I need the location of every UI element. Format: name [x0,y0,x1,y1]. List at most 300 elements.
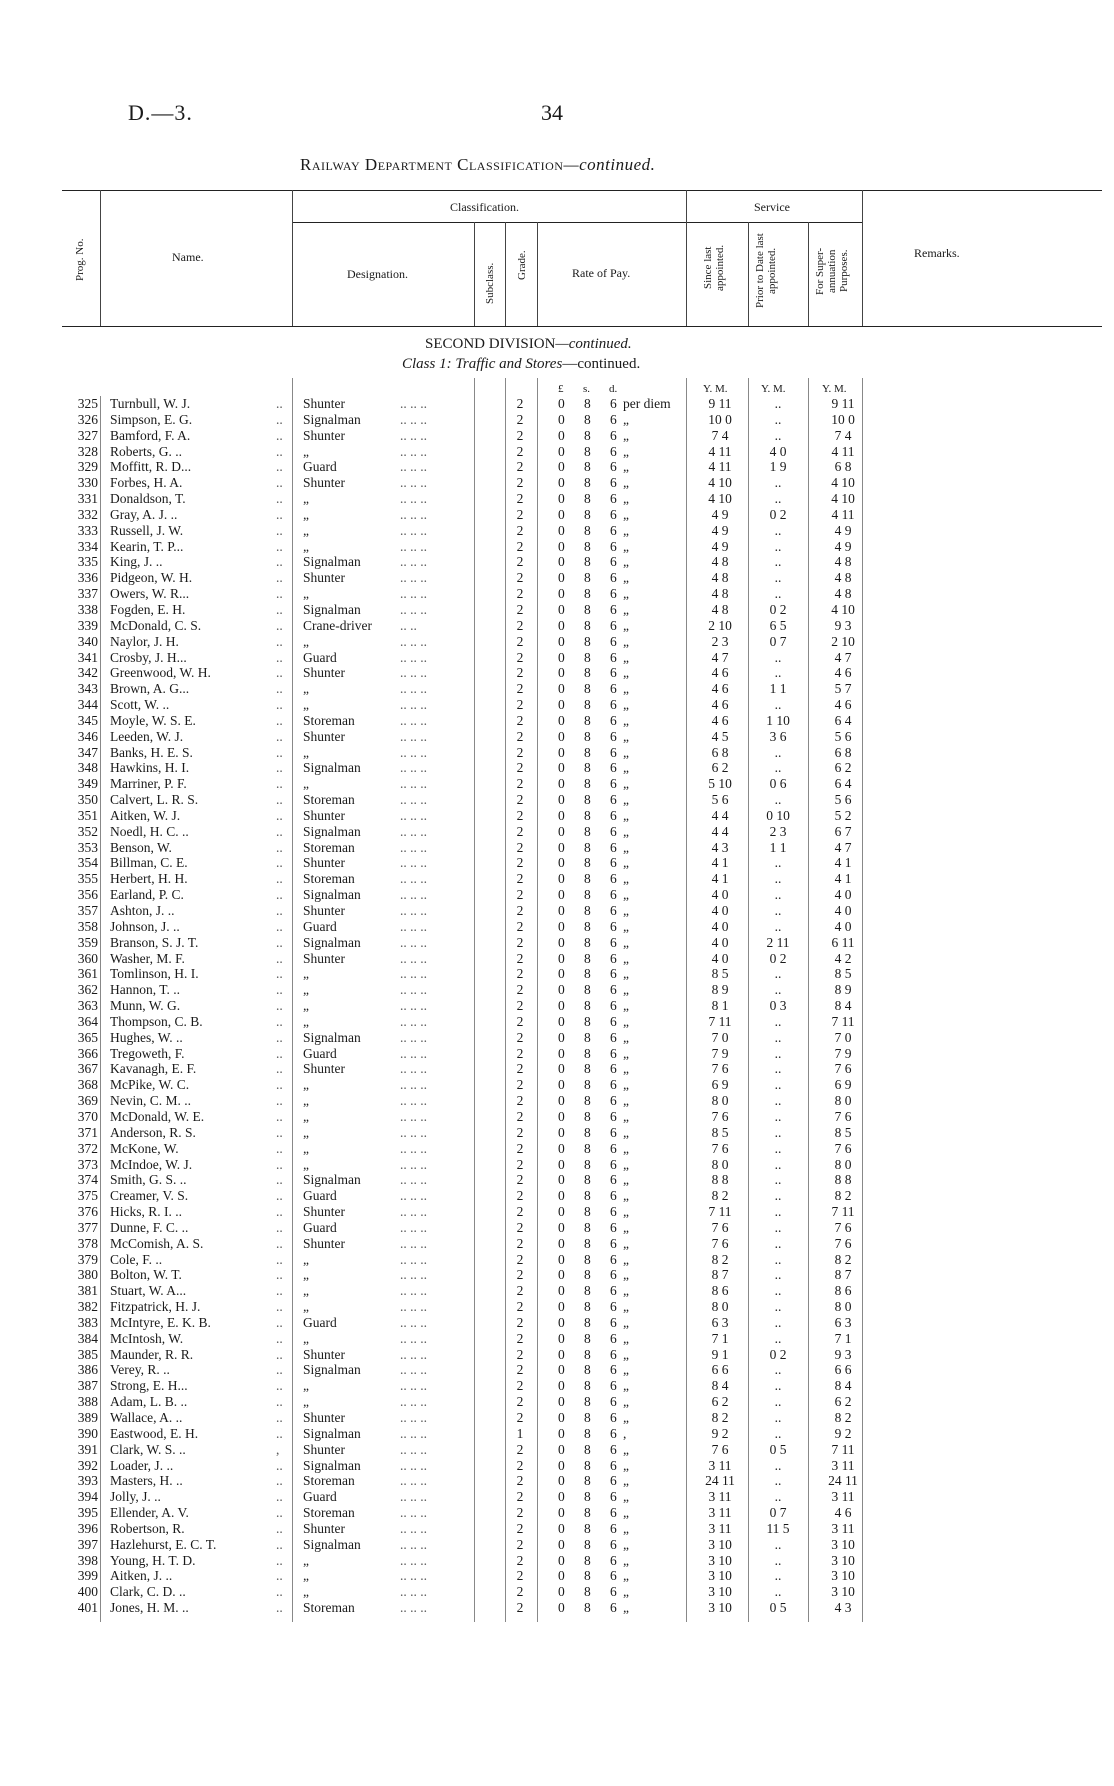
pay-pounds: 0 [558,1219,565,1235]
pay-shillings: 8 [584,1299,591,1315]
pay-period: „ [623,1473,629,1489]
pay-shillings: 8 [584,1283,591,1299]
pay-period: „ [623,1441,629,1457]
service-superannuation: 7 6 [834,1061,852,1077]
employee-name: Branson, S. J. T. [110,934,199,950]
pay-pounds: 0 [558,522,565,538]
table-row [0,745,1114,761]
grade: 2 [516,1188,524,1204]
table-row [0,1442,1114,1458]
service-superannuation: 9 3 [834,617,852,633]
service-prior: .. [774,1267,782,1283]
leader-dots: .. .. .. [400,1267,427,1283]
grade: 2 [516,1441,524,1457]
service-superannuation: 4 7 [834,649,852,665]
employee-name: Bamford, F. A. [110,427,191,443]
employee-name: Tregoweth, F. [110,1045,185,1061]
pay-period: „ [623,1362,629,1378]
employee-name: McComish, A. S. [110,1235,204,1251]
leader-dots: .. [276,934,283,950]
prog-no: 381 [77,1283,98,1299]
pay-pounds: 0 [558,776,565,792]
prog-no: 369 [77,1093,98,1109]
employee-name: Scott, W. .. [110,697,170,713]
pay-period: „ [623,1235,629,1251]
pay-shillings: 8 [584,1362,591,1378]
prog-no: 367 [77,1061,98,1077]
employee-name: Bolton, W. T. [110,1267,182,1283]
prog-no: 361 [77,966,98,982]
pay-pounds: 0 [558,1410,565,1425]
service-superannuation: 4 0 [834,918,852,934]
employee-name: Strong, E. H... [110,1378,188,1394]
pay-period: „ [623,807,629,823]
prog-no: 397 [77,1536,98,1552]
service-prior: .. [774,982,782,998]
pay-period: „ [623,570,629,586]
service-superannuation: 7 4 [834,427,852,443]
pay-pounds: 0 [558,712,565,728]
leader-dots: .. [276,1108,283,1124]
table-row [0,1061,1114,1077]
table-row [0,1220,1114,1236]
pay-pounds: 0 [558,411,565,427]
pay-period: „ [623,427,629,443]
table-row [0,459,1114,475]
leader-dots: .. [276,855,283,871]
prog-no: 386 [77,1362,98,1378]
service-prior: 2 11 [766,934,790,950]
leader-dots: .. [276,1425,283,1441]
employee-name: Fitzpatrick, H. J. [110,1299,201,1315]
pay-pence: 6 [610,966,617,982]
grade: 2 [516,1251,524,1267]
leader-dots: .. [276,1600,283,1616]
pay-pounds: 0 [558,1235,565,1251]
prog-no: 392 [77,1457,98,1473]
service-prior: .. [774,1299,782,1315]
pay-pence: 6 [610,998,617,1014]
leader-dots: .. [276,411,283,427]
prog-no: 334 [77,538,98,554]
service-prior: .. [774,396,782,411]
service-superannuation: 7 6 [834,1219,852,1235]
pay-period: „ [623,950,629,966]
designation: „ [303,506,309,522]
prog-no: 327 [77,427,98,443]
service-prior: .. [774,792,782,808]
grade: 2 [516,1536,524,1552]
division-name: SECOND DIVISION [425,336,556,352]
employee-name: Naylor, J. H. [110,633,179,649]
pay-shillings: 8 [584,792,591,808]
pay-shillings: 8 [584,982,591,998]
leader-dots: .. .. .. [400,712,427,728]
employee-name: Banks, H. E. S. [110,744,193,760]
pay-shillings: 8 [584,1108,591,1124]
employee-name: Moffitt, R. D... [110,459,192,475]
pay-period: „ [623,1457,629,1473]
pay-pounds: 0 [558,1505,565,1521]
pay-pence: 6 [610,1140,617,1156]
pay-shillings: 8 [584,1552,591,1568]
service-superannuation: 6 8 [834,459,852,475]
leader-dots: .. .. .. [400,1029,427,1045]
pay-shillings: 8 [584,1077,591,1093]
designation: Shunter [303,807,345,823]
pay-shillings: 8 [584,1600,591,1616]
grade: 2 [516,1410,524,1425]
table-row [0,650,1114,666]
pay-period: „ [623,1013,629,1029]
pay-shillings: 8 [584,1124,591,1140]
prog-no: 394 [77,1489,98,1505]
service-since-last: 3 10 [708,1600,732,1616]
service-prior: .. [774,1077,782,1093]
division-title [425,336,632,353]
service-since-last: 4 6 [711,697,729,713]
pay-pounds: 0 [558,396,565,411]
pay-shillings: 8 [584,1330,591,1346]
designation: Storeman [303,1600,355,1616]
grade: 2 [516,1489,524,1505]
table-row [0,713,1114,729]
service-superannuation: 3 11 [831,1520,855,1536]
table-row [0,1505,1114,1521]
pay-pence: 6 [610,728,617,744]
leader-dots: .. [276,760,283,776]
pay-pence: 6 [610,903,617,918]
table-row [0,729,1114,745]
service-prior: .. [774,1029,782,1045]
leader-dots: .. .. .. [400,1283,427,1299]
service-prior: .. [774,1235,782,1251]
grade: 2 [516,1520,524,1536]
grade: 2 [516,554,524,570]
service-superannuation: 6 8 [834,744,852,760]
pay-period: „ [623,1505,629,1521]
service-prior: .. [774,1124,782,1140]
designation: „ [303,1267,309,1283]
leader-dots: .. [276,1124,283,1140]
designation: Shunter [303,1441,345,1457]
grade: 2 [516,1013,524,1029]
service-superannuation: 4 10 [831,491,855,507]
employee-name: Aitken, J. .. [110,1568,173,1584]
service-superannuation: 9 3 [834,1346,852,1362]
pay-pence: 6 [610,1061,617,1077]
designation: „ [303,1077,309,1093]
service-prior: 0 7 [769,1505,787,1521]
leader-dots: .. .. .. [400,1520,427,1536]
since-unit: Y. M. [703,383,728,395]
pay-period: „ [623,1520,629,1536]
service-superannuation: 4 6 [834,697,852,713]
prog-no: 389 [77,1410,98,1425]
service-since-last: 7 6 [711,1235,729,1251]
prog-no: 382 [77,1299,98,1315]
designation: Storeman [303,1505,355,1521]
pay-shillings: 8 [584,1314,591,1330]
pay-shillings: 8 [584,443,591,459]
leader-dots: .. [276,950,283,966]
leader-dots: .. [276,538,283,554]
service-since-last: 4 0 [711,934,729,950]
leader-dots: .. .. .. [400,443,427,459]
service-prior: .. [774,918,782,934]
pay-pence: 6 [610,522,617,538]
leader-dots: .. [276,522,283,538]
service-prior: .. [774,697,782,713]
pay-period: „ [623,1410,629,1425]
grade: 2 [516,1140,524,1156]
prog-no: 328 [77,443,98,459]
service-prior: 6 5 [769,617,787,633]
pay-shillings: 8 [584,744,591,760]
service-superannuation: 9 11 [831,396,855,411]
pay-period: „ [623,998,629,1014]
leader-dots: .. [276,966,283,982]
division-continued: —continued. [555,336,632,352]
prog-no: 379 [77,1251,98,1267]
pay-pence: 6 [610,396,617,411]
service-prior: .. [774,538,782,554]
grade: 2 [516,855,524,871]
leader-dots: .. [276,1219,283,1235]
table-row [0,760,1114,776]
pay-pence: 6 [610,554,617,570]
pay-shillings: 8 [584,1093,591,1109]
pay-period: „ [623,633,629,649]
service-superannuation: 6 4 [834,712,852,728]
service-prior: 0 5 [769,1441,787,1457]
grade: 2 [516,1314,524,1330]
pay-pence: 6 [610,1536,617,1552]
pay-pounds: 0 [558,1188,565,1204]
designation: „ [303,1299,309,1315]
pay-period: „ [623,887,629,903]
leader-dots: .. [276,1457,283,1473]
leader-dots: .. .. .. [400,887,427,903]
pay-pence: 6 [610,1188,617,1204]
pay-pounds: 0 [558,427,565,443]
service-superannuation: 8 0 [834,1093,852,1109]
leader-dots: .. .. .. [400,1378,427,1394]
pay-period: „ [623,1283,629,1299]
service-since-last: 4 9 [711,506,729,522]
table-row [0,855,1114,871]
service-superannuation: 6 2 [834,760,852,776]
leader-dots: .. [276,1029,283,1045]
employee-name: Herbert, H. H. [110,871,188,887]
service-superannuation: 4 10 [831,601,855,617]
prog-no: 345 [77,712,98,728]
pay-period: „ [623,760,629,776]
pay-pence: 6 [610,633,617,649]
leader-dots: .. [276,649,283,665]
leader-dots: .. .. .. [400,1330,427,1346]
pay-shillings: 8 [584,839,591,855]
rule-service-1 [748,222,749,326]
prog-no: 338 [77,601,98,617]
service-prior: .. [774,1425,782,1441]
table-row [0,871,1114,887]
designation: Shunter [303,1235,345,1251]
grade: 2 [516,1204,524,1220]
pay-pence: 6 [610,1600,617,1616]
prog-no: 393 [77,1473,98,1489]
designation: „ [303,1124,309,1140]
employee-name: King, J. .. [110,554,163,570]
employee-name: Benson, W. [110,839,172,855]
leader-dots: .. .. .. [400,1536,427,1552]
designation: „ [303,776,309,792]
employee-name: Tomlinson, H. I. [110,966,199,982]
leader-dots: .. [276,475,283,491]
pay-pounds: 0 [558,1394,565,1410]
service-superannuation: 8 7 [834,1267,852,1283]
table-row [0,1030,1114,1046]
service-prior: .. [774,491,782,507]
pay-pence: 6 [610,807,617,823]
pay-pounds: 0 [558,1156,565,1172]
employee-name: McDonald, W. E. [110,1108,205,1124]
leader-dots: .. .. .. [400,1600,427,1616]
service-prior: 1 1 [769,681,787,697]
pay-period: „ [623,1124,629,1140]
pay-pence: 6 [610,792,617,808]
table-row [0,1141,1114,1157]
service-superannuation: 5 6 [834,792,852,808]
service-prior: 1 9 [769,459,787,475]
pay-pence: 6 [610,934,617,950]
grade: 2 [516,475,524,491]
leader-dots: .. [276,1235,283,1251]
service-since-last: 4 0 [711,903,729,918]
pay-pence: 6 [610,1013,617,1029]
table-row [0,998,1114,1014]
service-since-last: 4 8 [711,601,729,617]
pay-period: „ [623,918,629,934]
grade: 2 [516,823,524,839]
service-superannuation: 8 2 [834,1410,852,1425]
pay-pounds: 0 [558,1346,565,1362]
leader-dots: .. [276,807,283,823]
designation: Signalman [303,1425,361,1441]
pay-period: „ [623,1188,629,1204]
table-row [0,1362,1114,1378]
leader-dots: .. .. .. [400,411,427,427]
pay-period: „ [623,1330,629,1346]
grade: 2 [516,998,524,1014]
table-row [0,681,1114,697]
service-superannuation: 4 0 [834,903,852,918]
pay-pounds: 0 [558,633,565,649]
grade: 2 [516,697,524,713]
service-superannuation: 4 10 [831,475,855,491]
leader-dots: .. [276,396,283,411]
leader-dots: .. .. .. [400,934,427,950]
service-prior: .. [774,887,782,903]
table-row [0,1299,1114,1315]
pay-pounds: 0 [558,649,565,665]
service-since-last: 2 10 [708,617,732,633]
employee-name: Roberts, G. .. [110,443,182,459]
leader-dots: .. .. .. [400,538,427,554]
service-superannuation: 7 11 [831,1441,855,1457]
pay-pounds: 0 [558,1457,565,1473]
pay-pounds: 0 [558,1362,565,1378]
leader-dots: .. [276,1552,283,1568]
table-row [0,840,1114,856]
service-since-last: 7 6 [711,1441,729,1457]
pay-shillings: 8 [584,1045,591,1061]
pay-period: „ [623,522,629,538]
leader-dots: .. [276,982,283,998]
service-since-last: 7 4 [711,427,729,443]
leader-dots: .. .. .. [400,1108,427,1124]
leader-dots: .. .. .. [400,760,427,776]
pay-pence: 6 [610,1441,617,1457]
service-superannuation: 7 6 [834,1108,852,1124]
pay-period: „ [623,982,629,998]
prog-no: 390 [77,1425,98,1441]
designation: Crane-driver [303,617,372,633]
service-since-last: 3 11 [708,1489,732,1505]
service-since-last: 8 9 [711,982,729,998]
prog-no: 352 [77,823,98,839]
table-row [0,808,1114,824]
class-label: Class 1: [402,356,452,372]
employee-name: Loader, J. .. [110,1457,174,1473]
service-since-last: 9 11 [708,396,732,411]
pay-pence: 6 [610,712,617,728]
designation: Shunter [303,1204,345,1220]
prog-no: 349 [77,776,98,792]
prog-no: 325 [77,396,98,411]
leader-dots: .. [276,903,283,918]
employee-name: Dunne, F. C. .. [110,1219,189,1235]
service-superannuation: 8 4 [834,1378,852,1394]
pay-shillings: 8 [584,617,591,633]
leader-dots: .. .. .. [400,1124,427,1140]
designation: Storeman [303,1473,355,1489]
table-row [0,1172,1114,1188]
leader-dots: .. .. .. [400,601,427,617]
table-row [0,1458,1114,1474]
pay-pounds: 0 [558,506,565,522]
service-since-last: 7 11 [708,1013,732,1029]
service-superannuation: 7 6 [834,1140,852,1156]
employee-name: Maunder, R. R. [110,1346,194,1362]
table-row [0,1315,1114,1331]
prog-no: 378 [77,1235,98,1251]
pay-shillings: 8 [584,1410,591,1425]
pay-period: „ [623,839,629,855]
pay-shillings: 8 [584,760,591,776]
prog-no: 395 [77,1505,98,1521]
prog-no: 336 [77,570,98,586]
grade: 2 [516,1505,524,1521]
designation: Shunter [303,855,345,871]
employee-name: Washer, M. F. [110,950,185,966]
pay-pounds: 0 [558,950,565,966]
pay-shillings: 8 [584,601,591,617]
service-since-last: 7 6 [711,1219,729,1235]
table-row [0,1394,1114,1410]
service-superannuation: 4 8 [834,570,852,586]
employee-name: Kearin, T. P... [110,538,184,554]
